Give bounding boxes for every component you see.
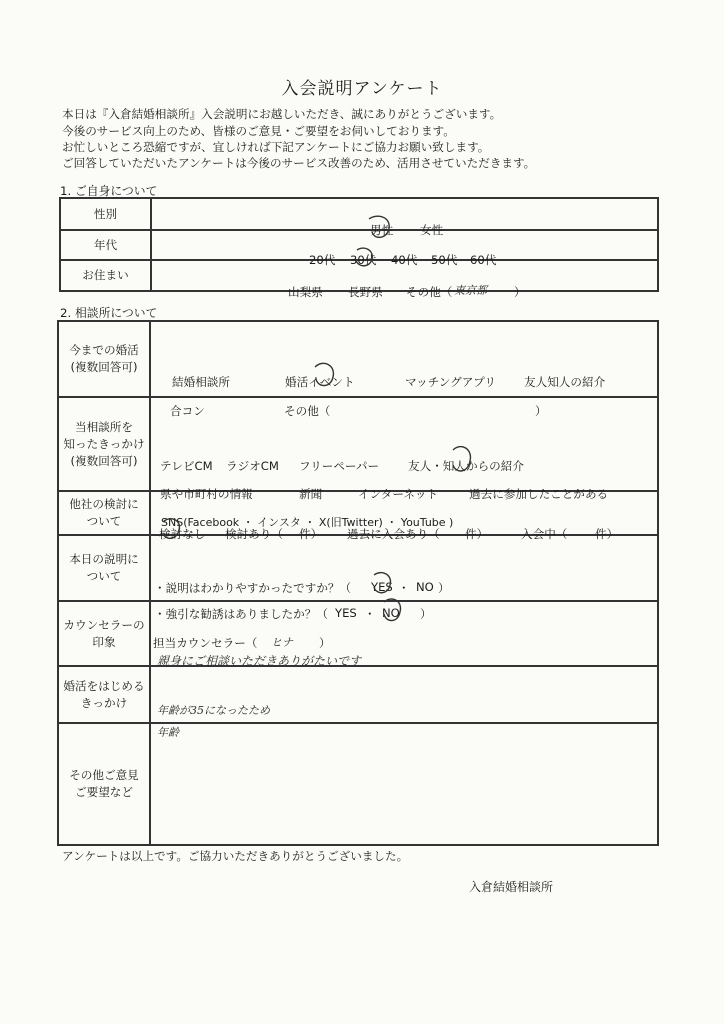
others-option-none[interactable]: 検討なし <box>159 527 206 541</box>
section1-heading: 1. ご自身について <box>60 184 158 198</box>
gender-row <box>60 198 658 230</box>
residence-options <box>151 260 658 299</box>
intro-line-1: 本日は『入倉結婚相談所』入会説明にお越しいただき、誠にありがとうございます。 <box>62 107 502 121</box>
age-option-40s[interactable]: 40代 <box>391 253 418 267</box>
counselor-comment[interactable]: 親身にご相談いただきありがたいです <box>157 653 362 668</box>
signature: 入倉結婚相談所 <box>469 880 554 894</box>
reason-row <box>58 666 658 723</box>
residence-other-handwritten: 東京都 <box>454 283 487 297</box>
trigger-option-municipal[interactable]: 県や市町村の情報 <box>160 487 253 501</box>
agency-info-table <box>57 320 659 846</box>
closing-message: アンケートは以上です。ご協力いただきありがとうございました。 <box>62 849 409 863</box>
explanation-q2-no[interactable]: NO <box>382 606 400 620</box>
explanation-q1-yes[interactable]: YES <box>371 580 393 594</box>
konkatsu-label <box>58 321 150 397</box>
residence-option-other[interactable]: その他（ <box>406 284 453 299</box>
page-title: 入会説明アンケート <box>281 79 443 99</box>
gender-label: 性別 <box>60 198 151 230</box>
trigger-label <box>58 397 150 491</box>
explanation-q2-close: ） <box>420 607 432 621</box>
trigger-option-internet[interactable]: インターネット <box>358 487 439 501</box>
trigger-option-sns[interactable]: SNS(Facebook ・ インスタ ・ X(旧Twitter) ・ YouTube ) <box>161 516 454 529</box>
konkatsu-options <box>150 321 658 418</box>
residence-other-close: ） <box>514 284 526 299</box>
feedback-label <box>58 723 150 845</box>
konkatsu-label-line2: (複数回答可) <box>70 360 138 374</box>
gender-option-male[interactable]: 男性 <box>370 223 394 237</box>
section2-heading: 2. 相談所について <box>60 306 158 320</box>
reason-label-line1: 婚活をはじめる <box>63 678 145 693</box>
feedback-label-line1: その他ご意見 <box>69 768 139 782</box>
counselor-label-line2: 印象 <box>92 634 116 649</box>
trigger-option-tv[interactable]: テレビCM <box>160 459 213 473</box>
self-info-table <box>59 197 659 299</box>
explanation-q1-no[interactable]: NO <box>416 580 434 594</box>
residence-label: お住まい <box>60 260 151 291</box>
feedback-row <box>58 723 658 845</box>
age-option-50s[interactable]: 50代 <box>431 253 458 267</box>
reason-line-2[interactable]: 年齢 <box>157 725 179 739</box>
explanation-q1-close: ） <box>438 581 450 595</box>
explanation-q1-dot: ・ <box>398 581 410 595</box>
others-option-past-count: 件） <box>465 527 489 541</box>
counselor-name-close: ） <box>319 635 331 650</box>
konkatsu-option-other[interactable]: その他（ <box>284 404 331 418</box>
others-option-considered-count: 件） <box>299 527 323 541</box>
konkatsu-selection-mark <box>309 361 337 391</box>
explanation-q2: ・強引な勧誘はありましたか？（ <box>154 607 328 621</box>
reason-label <box>58 666 150 723</box>
others-label-line2: ついて <box>86 514 122 528</box>
counselor-label-line1: カウンセラーの <box>63 617 145 632</box>
feedback-label-line2: ご要望など <box>75 785 133 799</box>
konkatsu-option-app[interactable]: マッチングアプリ <box>405 375 497 389</box>
konkatsu-other-close: ） <box>535 404 547 418</box>
konkatsu-option-friend[interactable]: 友人知人の紹介 <box>524 375 606 389</box>
trigger-option-past[interactable]: 過去に参加したことがある <box>469 487 609 501</box>
trigger-row <box>58 397 658 491</box>
explanation-label <box>58 535 150 601</box>
others-label-line1: 他社の検討に <box>69 497 139 511</box>
gender-option-female[interactable]: 女性 <box>420 223 444 237</box>
age-option-20s[interactable]: 20代 <box>309 253 336 267</box>
reason-field <box>150 666 658 739</box>
others-option-past-member[interactable]: 過去に入会あり（ <box>347 527 440 541</box>
age-options <box>151 230 658 267</box>
explanation-q1: ・説明はわかりやすかったですか？（ <box>154 581 352 595</box>
others-option-current[interactable]: 入会中（ <box>521 527 568 541</box>
reason-line-1[interactable]: 年齢が35になったため <box>157 703 270 717</box>
konkatsu-label-line1: 今までの婚活 <box>69 343 139 357</box>
age-label: 年代 <box>60 230 151 260</box>
counselor-row <box>58 601 658 666</box>
reason-label-line2: きっかけ <box>80 695 128 710</box>
explanation-q2-yes[interactable]: YES <box>335 606 357 620</box>
intro-line-3: お忙しいところ恐縮ですが、宜しければ下記アンケートにご協力お願い致します。 <box>62 140 490 154</box>
explanation-q2-dot: ・ <box>364 607 376 621</box>
age-option-60s[interactable]: 60代 <box>470 253 497 267</box>
explanation-label-line2: ついて <box>86 569 122 583</box>
trigger-option-newspaper[interactable]: 新聞 <box>299 487 323 501</box>
others-options <box>150 491 658 541</box>
trigger-option-radio[interactable]: ラジオCM <box>226 459 279 473</box>
counselor-label <box>58 601 150 666</box>
age-row <box>60 230 658 260</box>
trigger-label-line3: (複数回答可) <box>70 453 138 468</box>
explanation-options <box>150 535 658 621</box>
explanation-row <box>58 535 658 601</box>
konkatsu-option-goukon[interactable]: 合コン <box>170 404 205 418</box>
others-label <box>58 491 150 535</box>
residence-row <box>60 260 658 291</box>
konkatsu-option-agency[interactable]: 結婚相談所 <box>172 375 230 389</box>
trigger-option-friend[interactable]: 友人・知人からの紹介 <box>408 459 524 473</box>
counselor-name-label: 担当カウンセラー（ <box>153 635 258 650</box>
residence-option-yamanashi[interactable]: 山梨県 <box>288 284 323 299</box>
trigger-label-line2: 知ったきっかけ <box>63 436 145 451</box>
intro-line-2: 今後のサービス向上のため、皆様のご意見・ご要望をお伺いしております。 <box>62 124 455 138</box>
intro-line-4: ご回答していただいたアンケートは今後のサービス改善のため、活用させていただきます。 <box>62 156 536 170</box>
trigger-label-line1: 当相談所を <box>75 419 133 434</box>
q1-selection-mark <box>367 570 395 598</box>
konkatsu-option-event[interactable]: 婚活イベント <box>285 375 355 389</box>
others-row <box>58 491 658 535</box>
feedback-field[interactable] <box>150 723 658 845</box>
konkatsu-row <box>58 321 658 397</box>
gender-options <box>151 198 658 237</box>
others-option-considered[interactable]: 検討あり（ <box>225 527 283 541</box>
counselor-field <box>150 601 658 666</box>
counselor-name-value[interactable]: ヒナ <box>271 635 293 649</box>
trigger-options <box>150 397 658 529</box>
trigger-option-freepaper[interactable]: フリーペーパー <box>299 459 380 473</box>
age-option-30s[interactable]: 30代 <box>350 253 377 267</box>
trigger-selection-mark <box>446 444 474 478</box>
others-option-current-count: 件） <box>595 527 619 541</box>
explanation-label-line1: 本日の説明に <box>69 552 139 566</box>
residence-option-nagano[interactable]: 長野県 <box>348 284 383 299</box>
